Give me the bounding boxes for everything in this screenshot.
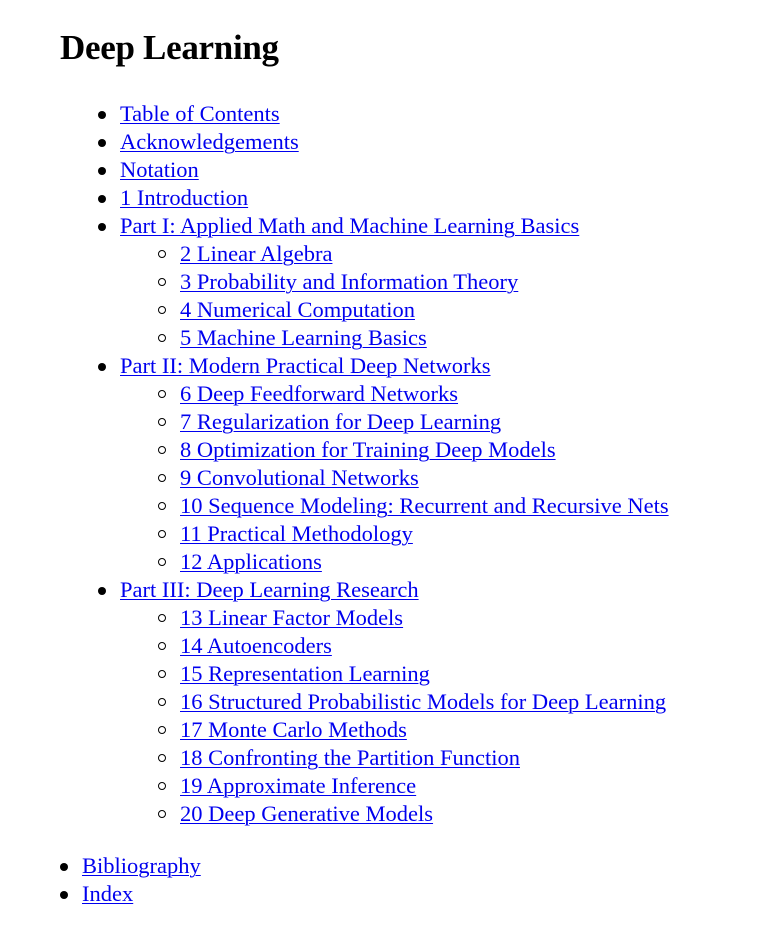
- toc-link-bibliography[interactable]: Bibliography: [82, 853, 201, 878]
- toc-link-chapter-2[interactable]: 2 Linear Algebra: [180, 241, 333, 266]
- toc-link-part-2[interactable]: Part II: Modern Practical Deep Networks: [120, 353, 491, 378]
- toc-link-chapter-10[interactable]: 10 Sequence Modeling: Recurrent and Recursive Nets: [180, 493, 669, 518]
- toc-link-chapter-5[interactable]: 5 Machine Learning Basics: [180, 325, 427, 350]
- toc-link-chapter-17[interactable]: 17 Monte Carlo Methods: [180, 717, 407, 742]
- toc-link-chapter-14[interactable]: 14 Autoencoders: [180, 633, 332, 658]
- toc-link-chapter-9[interactable]: 9 Convolutional Networks: [180, 465, 419, 490]
- toc-item-notation: [120, 156, 669, 184]
- toc-item-index: [82, 880, 201, 908]
- toc-item-chapter-9: [180, 464, 669, 492]
- part-2-chapter-list: [120, 380, 669, 576]
- toc-item-acknowledgements: [120, 128, 669, 156]
- toc-item-chapter-18: [180, 744, 669, 772]
- toc-link-chapter-4[interactable]: 4 Numerical Computation: [180, 297, 415, 322]
- toc-link-part-1[interactable]: Part I: Applied Math and Machine Learning Basics: [120, 213, 580, 238]
- toc-item-chapter-10: [180, 492, 669, 520]
- toc-item-chapter-19: [180, 772, 669, 800]
- toc-item-chapter-3: [180, 268, 669, 296]
- toc-link-notation[interactable]: Notation: [120, 157, 199, 182]
- toc-link-chapter-19[interactable]: 19 Approximate Inference: [180, 773, 417, 798]
- toc-item-chapter-17: [180, 716, 669, 744]
- toc-item-chapter-8: [180, 436, 669, 464]
- toc-link-chapter-18[interactable]: 18 Confronting the Partition Function: [180, 745, 520, 770]
- toc-item-chapter-5: [180, 324, 669, 352]
- toc-link-chapter-8[interactable]: 8 Optimization for Training Deep Models: [180, 437, 556, 462]
- toc-link-chapter-11[interactable]: 11 Practical Methodology: [180, 521, 413, 546]
- toc-item-chapter-20: [180, 800, 669, 828]
- toc-item-chapter-13: [180, 604, 669, 632]
- toc-link-chapter-20[interactable]: 20 Deep Generative Models: [180, 801, 434, 826]
- toc-link-chapter-13[interactable]: 13 Linear Factor Models: [180, 605, 404, 630]
- toc-item-chapter-15: [180, 660, 669, 688]
- table-of-contents: [120, 100, 669, 828]
- toc-item-part-3: [120, 576, 669, 828]
- toc-item-part-2: [120, 352, 669, 576]
- toc-link-chapter-6[interactable]: 6 Deep Feedforward Networks: [180, 381, 459, 406]
- toc-link-chapter-15[interactable]: 15 Representation Learning: [180, 661, 430, 686]
- toc-item-introduction: [120, 184, 669, 212]
- part-1-chapter-list: [120, 240, 669, 352]
- back-matter-list: [82, 852, 201, 908]
- toc-link-part-3[interactable]: Part III: Deep Learning Research: [120, 577, 419, 602]
- toc-link-table-of-contents[interactable]: Table of Contents: [120, 101, 280, 126]
- part-3-chapter-list: [120, 604, 669, 828]
- toc-item-chapter-16: [180, 688, 669, 716]
- toc-link-chapter-7[interactable]: 7 Regularization for Deep Learning: [180, 409, 502, 434]
- toc-link-introduction[interactable]: 1 Introduction: [120, 185, 249, 210]
- toc-link-chapter-12[interactable]: 12 Applications: [180, 549, 322, 574]
- toc-item-chapter-6: [180, 380, 669, 408]
- toc-link-chapter-16[interactable]: 16 Structured Probabilistic Models for Deep Learning: [180, 689, 667, 714]
- toc-item-chapter-12: [180, 548, 669, 576]
- page-title: Deep Learning: [60, 28, 279, 67]
- toc-item-chapter-2: [180, 240, 669, 268]
- toc-item-chapter-14: [180, 632, 669, 660]
- toc-item-bibliography: [82, 852, 201, 880]
- toc-link-index[interactable]: Index: [82, 881, 134, 906]
- toc-item-chapter-4: [180, 296, 669, 324]
- toc-item-table-of-contents: [120, 100, 669, 128]
- toc-link-chapter-3[interactable]: 3 Probability and Information Theory: [180, 269, 519, 294]
- toc-item-chapter-11: [180, 520, 669, 548]
- toc-link-acknowledgements[interactable]: Acknowledgements: [120, 129, 299, 154]
- toc-item-chapter-7: [180, 408, 669, 436]
- toc-item-part-1: [120, 212, 669, 352]
